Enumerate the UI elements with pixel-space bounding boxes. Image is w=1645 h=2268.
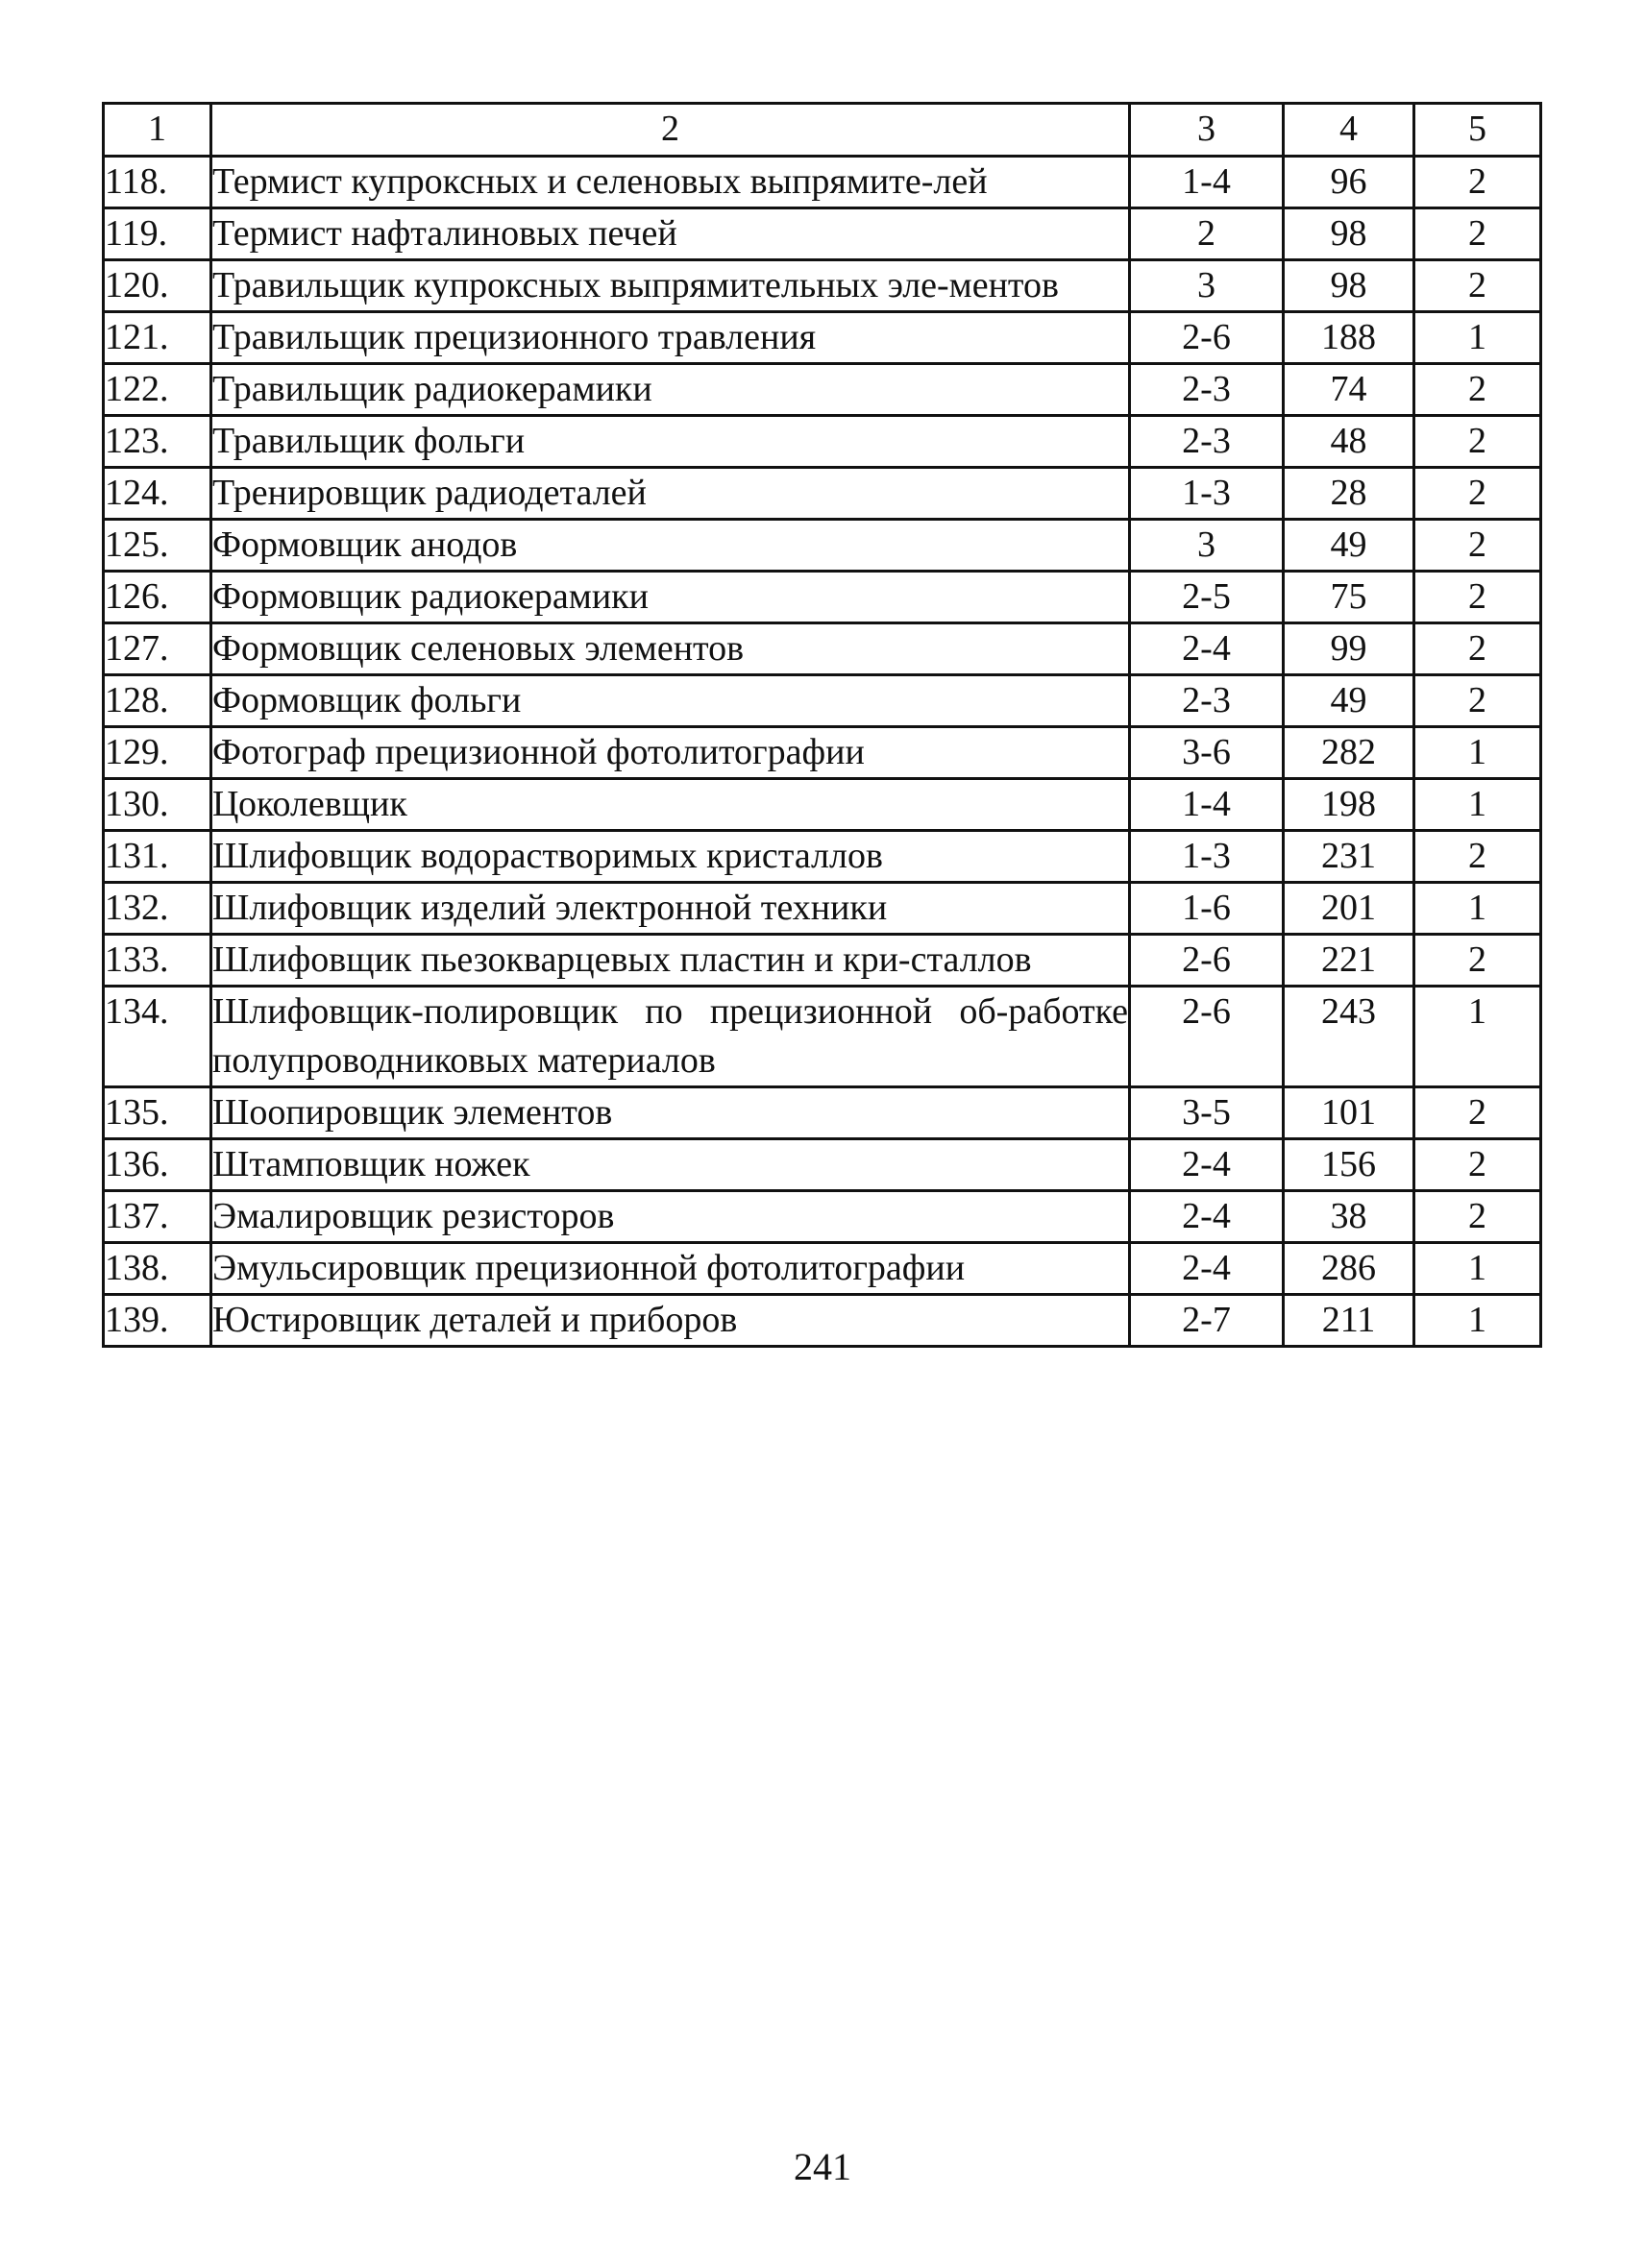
grade-range: 2-4 (1130, 1139, 1284, 1191)
professions-table (102, 102, 1542, 1348)
profession-name: Травильщик радиокерамики (211, 364, 1130, 416)
table-row (104, 779, 1541, 831)
reference-page: 156 (1284, 1139, 1414, 1191)
reference-page: 38 (1284, 1191, 1414, 1243)
profession-name: Термист купроксных и селеновых выпрямите-лей (211, 157, 1130, 208)
row-number: 127. (104, 623, 211, 675)
grade-range: 2-6 (1130, 935, 1284, 987)
category: 2 (1414, 623, 1541, 675)
grade-range: 3-6 (1130, 727, 1284, 779)
row-number: 130. (104, 779, 211, 831)
row-number: 123. (104, 416, 211, 468)
reference-page: 243 (1284, 987, 1414, 1087)
table-row (104, 935, 1541, 987)
reference-page: 221 (1284, 935, 1414, 987)
grade-range: 1-4 (1130, 779, 1284, 831)
profession-name: Эмульсировщик прецизионной фотолитографии (211, 1243, 1130, 1295)
row-number: 138. (104, 1243, 211, 1295)
row-number: 135. (104, 1087, 211, 1139)
table-row (104, 572, 1541, 623)
row-number: 121. (104, 312, 211, 364)
row-number: 129. (104, 727, 211, 779)
profession-name: Термист нафталиновых печей (211, 208, 1130, 260)
grade-range: 2-6 (1130, 312, 1284, 364)
grade-range: 2-4 (1130, 1243, 1284, 1295)
profession-name: Штамповщик ножек (211, 1139, 1130, 1191)
profession-name: Юстировщик деталей и приборов (211, 1295, 1130, 1347)
profession-name: Формовщик фольги (211, 675, 1130, 727)
reference-page: 49 (1284, 675, 1414, 727)
grade-range: 2-3 (1130, 416, 1284, 468)
row-number: 118. (104, 157, 211, 208)
table-row (104, 623, 1541, 675)
table-row (104, 312, 1541, 364)
profession-name: Цоколевщик (211, 779, 1130, 831)
row-number: 124. (104, 468, 211, 520)
grade-range: 3 (1130, 520, 1284, 572)
grade-range: 1-4 (1130, 157, 1284, 208)
profession-name: Травильщик фольги (211, 416, 1130, 468)
reference-page: 188 (1284, 312, 1414, 364)
table-row (104, 1087, 1541, 1139)
row-number: 119. (104, 208, 211, 260)
category: 2 (1414, 520, 1541, 572)
reference-page: 49 (1284, 520, 1414, 572)
grade-range: 3 (1130, 260, 1284, 312)
reference-page: 282 (1284, 727, 1414, 779)
category: 2 (1414, 416, 1541, 468)
category: 2 (1414, 260, 1541, 312)
reference-page: 75 (1284, 572, 1414, 623)
table-row (104, 157, 1541, 208)
profession-name: Шлифовщик-полировщик по прецизионной об-работке полупроводниковых материалов (211, 987, 1130, 1087)
row-number: 126. (104, 572, 211, 623)
profession-name: Травильщик прецизионного травления (211, 312, 1130, 364)
row-number: 139. (104, 1295, 211, 1347)
row-number: 137. (104, 1191, 211, 1243)
row-number: 131. (104, 831, 211, 883)
reference-page: 286 (1284, 1243, 1414, 1295)
reference-page: 99 (1284, 623, 1414, 675)
category: 2 (1414, 1139, 1541, 1191)
header-col-1: 1 (104, 104, 211, 157)
table-row (104, 520, 1541, 572)
reference-page: 48 (1284, 416, 1414, 468)
profession-name: Формовщик селеновых элементов (211, 623, 1130, 675)
profession-name: Тренировщик радиодеталей (211, 468, 1130, 520)
grade-range: 3-5 (1130, 1087, 1284, 1139)
reference-page: 96 (1284, 157, 1414, 208)
grade-range: 2-4 (1130, 1191, 1284, 1243)
table-row (104, 727, 1541, 779)
grade-range: 1-3 (1130, 468, 1284, 520)
reference-page: 231 (1284, 831, 1414, 883)
category: 2 (1414, 831, 1541, 883)
header-col-4: 4 (1284, 104, 1414, 157)
profession-name: Формовщик анодов (211, 520, 1130, 572)
category: 1 (1414, 727, 1541, 779)
reference-page: 198 (1284, 779, 1414, 831)
page-number: 241 (794, 2145, 851, 2188)
reference-page: 28 (1284, 468, 1414, 520)
category: 1 (1414, 883, 1541, 935)
table-row (104, 987, 1541, 1087)
category: 1 (1414, 779, 1541, 831)
row-number: 132. (104, 883, 211, 935)
grade-range: 2-3 (1130, 364, 1284, 416)
reference-page: 74 (1284, 364, 1414, 416)
table-row (104, 416, 1541, 468)
table-row (104, 883, 1541, 935)
grade-range: 2-7 (1130, 1295, 1284, 1347)
category: 2 (1414, 468, 1541, 520)
category: 1 (1414, 1243, 1541, 1295)
category: 1 (1414, 312, 1541, 364)
category: 2 (1414, 364, 1541, 416)
table-row (104, 364, 1541, 416)
reference-page: 201 (1284, 883, 1414, 935)
category: 2 (1414, 1191, 1541, 1243)
profession-name: Шоопировщик элементов (211, 1087, 1130, 1139)
profession-name: Фотограф прецизионной фотолитографии (211, 727, 1130, 779)
reference-page: 211 (1284, 1295, 1414, 1347)
profession-name: Шлифовщик водорастворимых кристаллов (211, 831, 1130, 883)
table-row (104, 1139, 1541, 1191)
profession-name: Эмалировщик резисторов (211, 1191, 1130, 1243)
grade-range: 2-5 (1130, 572, 1284, 623)
table-row (104, 675, 1541, 727)
header-col-2: 2 (211, 104, 1130, 157)
header-col-5: 5 (1414, 104, 1541, 157)
category: 2 (1414, 572, 1541, 623)
profession-name: Формовщик радиокерамики (211, 572, 1130, 623)
table-row (104, 831, 1541, 883)
profession-name: Шлифовщик изделий электронной техники (211, 883, 1130, 935)
reference-page: 98 (1284, 260, 1414, 312)
category: 1 (1414, 1295, 1541, 1347)
profession-name: Травильщик купроксных выпрямительных эле-ментов (211, 260, 1130, 312)
category: 2 (1414, 935, 1541, 987)
row-number: 136. (104, 1139, 211, 1191)
table-row (104, 1295, 1541, 1347)
grade-range: 2 (1130, 208, 1284, 260)
grade-range: 1-3 (1130, 831, 1284, 883)
row-number: 128. (104, 675, 211, 727)
reference-page: 98 (1284, 208, 1414, 260)
header-row (104, 104, 1541, 157)
row-number: 134. (104, 987, 211, 1087)
grade-range: 2-6 (1130, 987, 1284, 1087)
table-row (104, 208, 1541, 260)
row-number: 125. (104, 520, 211, 572)
category: 2 (1414, 208, 1541, 260)
header-col-3: 3 (1130, 104, 1284, 157)
reference-page: 101 (1284, 1087, 1414, 1139)
grade-range: 2-3 (1130, 675, 1284, 727)
table-row (104, 1243, 1541, 1295)
profession-name: Шлифовщик пьезокварцевых пластин и кри-сталлов (211, 935, 1130, 987)
category: 2 (1414, 675, 1541, 727)
row-number: 120. (104, 260, 211, 312)
category: 2 (1414, 1087, 1541, 1139)
table-row (104, 468, 1541, 520)
grade-range: 2-4 (1130, 623, 1284, 675)
grade-range: 1-6 (1130, 883, 1284, 935)
category: 1 (1414, 987, 1541, 1087)
row-number: 122. (104, 364, 211, 416)
table-row (104, 260, 1541, 312)
row-number: 133. (104, 935, 211, 987)
table-row (104, 1191, 1541, 1243)
category: 2 (1414, 157, 1541, 208)
